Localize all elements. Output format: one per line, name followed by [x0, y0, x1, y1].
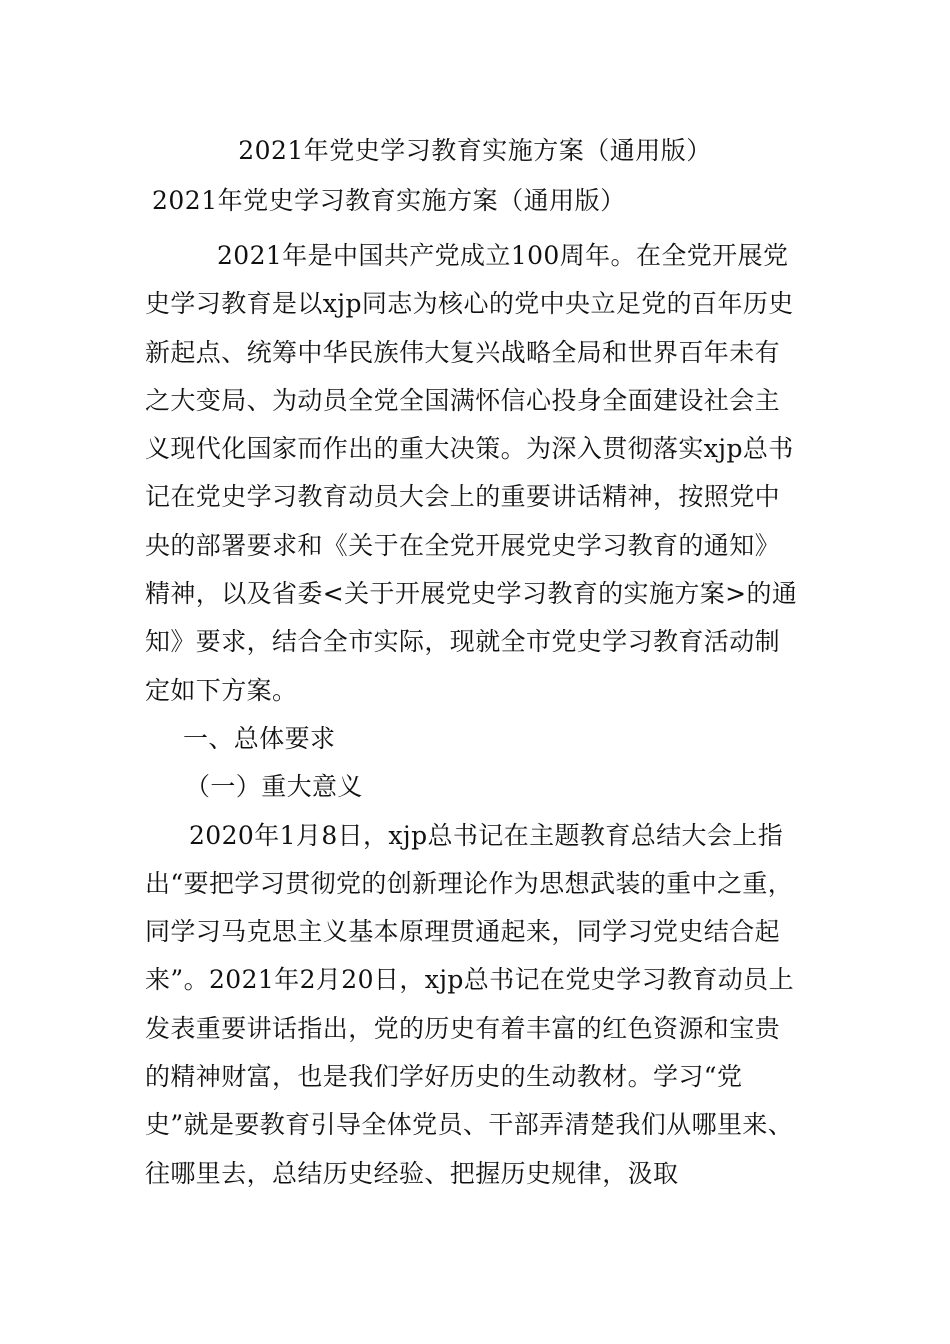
- document-title: 2021年党史学习教育实施方案（通用版）: [238, 136, 712, 165]
- subsection-heading: （一）重大意义: [185, 772, 363, 802]
- significance-paragraph: 2020年1月8日，xjp总书记在主题教育总结大会上指出“要把学习贯彻党的创新理论作为思想武装的重中之重，同学习马克思主义基本原理贯通起来，同学习党史结合起来”。2021年2月20日，xjp总书记在党史学习教育动员上发表重要讲话指出，党的历史有着丰富的红色资源和宝贵的精神财富，也是我们学好历史的生动教材。学习“党史”就是要教育引导全体党员、干部弄清楚我们从哪里来、往哪里去，总结历史经验、把握历史规律，汲取: [145, 820, 794, 1188]
- section-heading: 一、总体要求: [183, 723, 336, 753]
- intro-paragraph: 2021年是中国共产党成立100周年。在全党开展党史学习教育是以xjp同志为核心的党中央立足党的百年历史新起点、统筹中华民族伟大复兴战略全局和世界百年未有之大变局、为动员全党全国满怀信心投身全面建设社会主义现代化国家而作出的重大决策。为深入贯彻落实xjp总书记在党史学习教育动员大会上的重要讲话精神，按照党中央的部署要求和《关于在全党开展党史学习教育的通知》精神，以及省委<关于开展党史学习教育的实施方案>的通知》要求，结合全市实际，现就全市党史学习教育活动制定如下方案。: [145, 241, 798, 705]
- document-subtitle: 2021年党史学习教育实施方案（通用版）: [152, 186, 626, 215]
- document-body: [145, 232, 805, 1198]
